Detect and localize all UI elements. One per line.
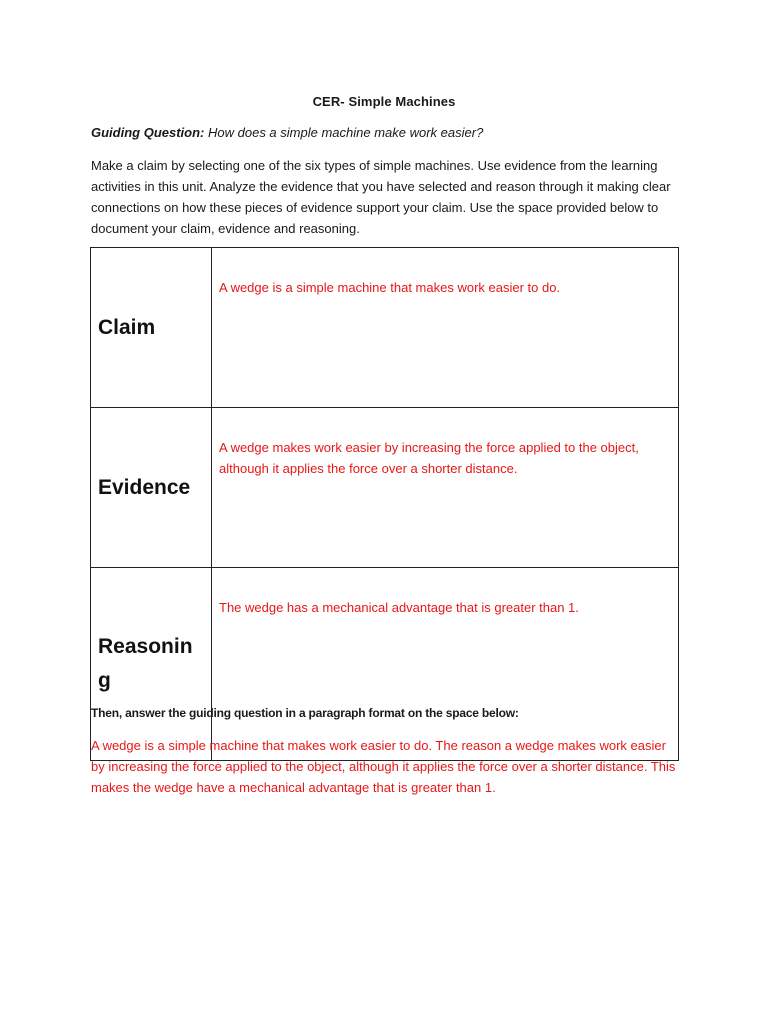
claim-answer: A wedge is a simple machine that makes work easier to do. <box>212 248 679 408</box>
guiding-question-text: How does a simple machine make work easier? <box>208 125 484 140</box>
reasoning-answer: The wedge has a mechanical advantage that is greater than 1. <box>212 568 679 761</box>
then-instruction: Then, answer the guiding question in a paragraph format on the space below: <box>91 706 519 720</box>
evidence-answer: A wedge makes work easier by increasing the force applied to the object, although it applies the force over a shorter distance. <box>212 408 679 568</box>
reasoning-row <box>91 568 679 761</box>
guiding-question-label: Guiding Question: <box>91 125 205 140</box>
evidence-row <box>91 408 679 568</box>
claim-row <box>91 248 679 408</box>
claim-label: Claim <box>91 248 212 408</box>
instructions-paragraph: Make a claim by selecting one of the six types of simple machines. Use evidence from the learning activities in this unit. Analyze the evidence that you have selected and reason through it making clear connections on how these pieces of evidence support your claim. Use the space provided below to document your claim, evidence and reasoning. <box>91 158 671 236</box>
evidence-label: Evidence <box>91 408 212 568</box>
document-title: CER- Simple Machines <box>312 94 456 109</box>
guiding-question <box>91 125 691 140</box>
paragraph-answer: A wedge is a simple machine that makes work easier to do. The reason a wedge makes work easier by increasing the force applied to the object, although it applies the force over a shorter distance. This makes the wedge have a mechanical advantage that is greater than 1. <box>91 738 676 795</box>
cer-table <box>90 247 679 761</box>
reasoning-label: Reasoning <box>91 568 212 761</box>
